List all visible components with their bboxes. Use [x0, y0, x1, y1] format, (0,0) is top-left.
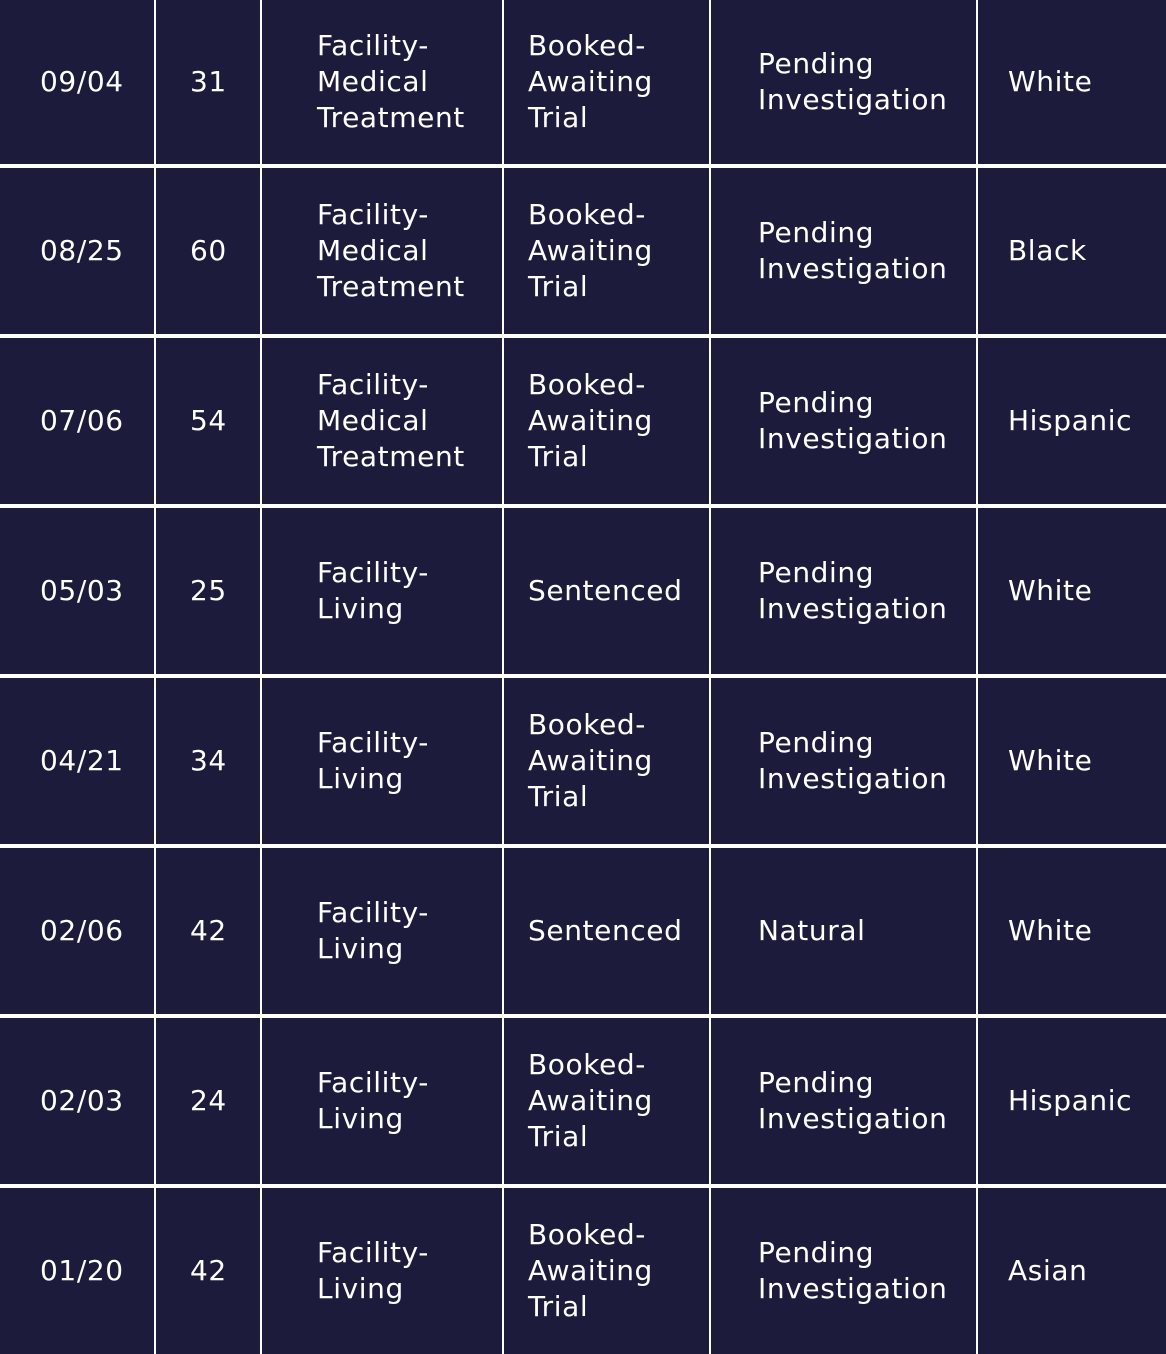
- cell-age: 24: [156, 1018, 260, 1184]
- cell-location: Facility- Living: [262, 848, 502, 1014]
- cell-custody-status: Sentenced: [504, 848, 709, 1014]
- cell-date: 04/21: [0, 678, 154, 844]
- cell-age: 25: [156, 508, 260, 674]
- cell-race: Asian: [978, 1188, 1166, 1354]
- cell-location: Facility- Living: [262, 1018, 502, 1184]
- cell-custody-status: Booked- Awaiting Trial: [504, 338, 709, 504]
- cell-custody-status: Booked- Awaiting Trial: [504, 1188, 709, 1354]
- cell-manner-of-death: Natural: [711, 848, 976, 1014]
- cell-race: White: [978, 848, 1166, 1014]
- cell-location: Facility- Medical Treatment: [262, 0, 502, 164]
- cell-race: Hispanic: [978, 1018, 1166, 1184]
- cell-date: 05/03: [0, 508, 154, 674]
- cell-location: Facility- Medical Treatment: [262, 338, 502, 504]
- cell-manner-of-death: Pending Investigation: [711, 0, 976, 164]
- cell-manner-of-death: Pending Investigation: [711, 678, 976, 844]
- cell-age: 42: [156, 848, 260, 1014]
- cell-age: 42: [156, 1188, 260, 1354]
- cell-location: Facility- Living: [262, 508, 502, 674]
- cell-custody-status: Booked- Awaiting Trial: [504, 168, 709, 334]
- cell-date: 07/06: [0, 338, 154, 504]
- cell-age: 54: [156, 338, 260, 504]
- cell-manner-of-death: Pending Investigation: [711, 508, 976, 674]
- cell-manner-of-death: Pending Investigation: [711, 1018, 976, 1184]
- cell-date: 08/25: [0, 168, 154, 334]
- cell-date: 02/06: [0, 848, 154, 1014]
- cell-custody-status: Booked- Awaiting Trial: [504, 1018, 709, 1184]
- cell-date: 09/04: [0, 0, 154, 164]
- cell-custody-status: Sentenced: [504, 508, 709, 674]
- cell-race: White: [978, 0, 1166, 164]
- cell-custody-status: Booked- Awaiting Trial: [504, 678, 709, 844]
- cell-race: White: [978, 678, 1166, 844]
- cell-race: Black: [978, 168, 1166, 334]
- cell-location: Facility- Medical Treatment: [262, 168, 502, 334]
- cell-race: Hispanic: [978, 338, 1166, 504]
- cell-location: Facility- Living: [262, 1188, 502, 1354]
- cell-date: 02/03: [0, 1018, 154, 1184]
- cell-manner-of-death: Pending Investigation: [711, 338, 976, 504]
- cell-age: 60: [156, 168, 260, 334]
- cell-location: Facility- Living: [262, 678, 502, 844]
- cell-date: 01/20: [0, 1188, 154, 1354]
- cell-age: 34: [156, 678, 260, 844]
- cell-age: 31: [156, 0, 260, 164]
- cell-manner-of-death: Pending Investigation: [711, 168, 976, 334]
- cell-race: White: [978, 508, 1166, 674]
- cell-manner-of-death: Pending Investigation: [711, 1188, 976, 1354]
- cell-custody-status: Booked- Awaiting Trial: [504, 0, 709, 164]
